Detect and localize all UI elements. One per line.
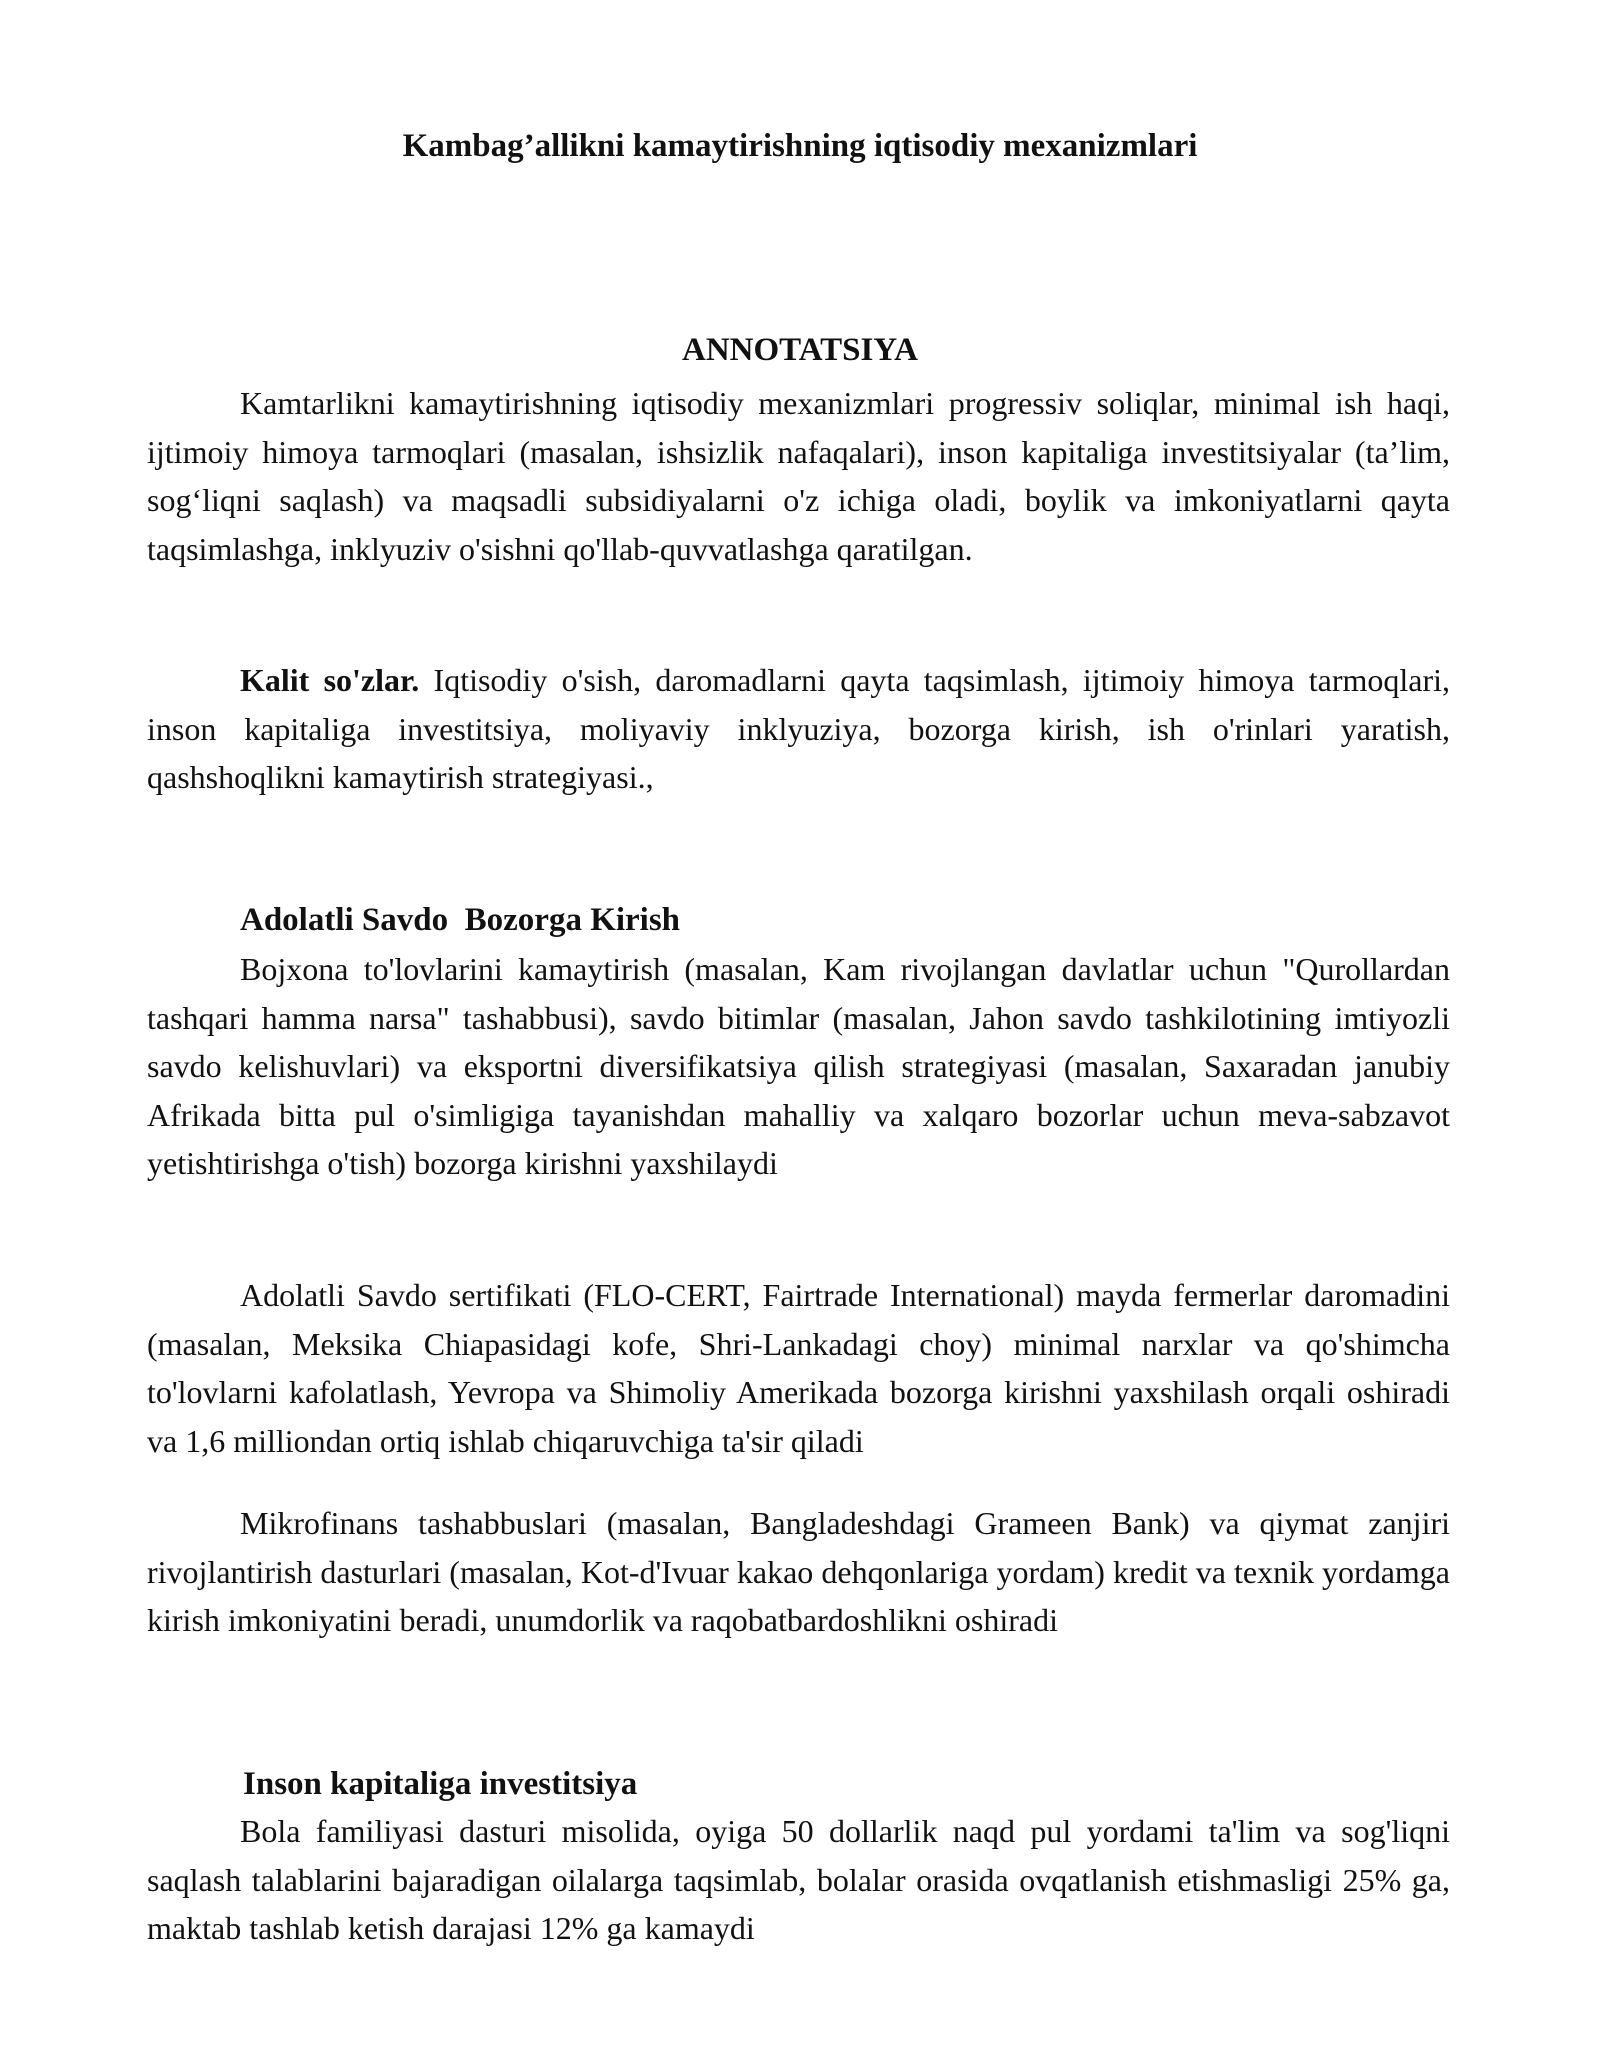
- keywords-block: [147, 656, 1450, 802]
- keywords-paragraph: [147, 656, 1450, 802]
- keywords-label: Kalit so'zlar.: [240, 662, 420, 698]
- section-human-capital-paragraph-1: Bola familiyasi dasturi misolida, oyiga 50 dollarlik naqd pul yordami ta'lim va sog'liqni saqlash talablarini bajaradigan oilalarga taqsimlab, bolalar orasida ovqatlanish etishmasligi 25% ga, maktab tashlab ketish darajasi 12% ga kamaydi: [147, 1813, 1450, 1946]
- section-heading-human-capital: Inson kapitaliga investitsiya: [243, 1766, 638, 1802]
- section-heading-fair-trade: Adolatli Savdo Bozorga Kirish: [240, 902, 681, 938]
- section-fair-trade-paragraph-3: Mikrofinans tashabbuslari (masalan, Bangladeshdagi Grameen Bank) va qiymat zanjiri rivojlantirish dasturlari (masalan, Kot-d'Ivuar kakao dehqonlariga yordam) kredit va texnik yordamga kirish imkoniyatini beradi, unumdorlik va raqobatbardoshlikni oshiradi: [147, 1505, 1450, 1638]
- section-human-capital-p1-block: [147, 1807, 1450, 1953]
- annotation-paragraph: Kamtarlikni kamaytirishning iqtisodiy mexanizmlari progressiv soliqlar, minimal ish haqi, ijtimoiy himoya tarmoqlari (masalan, ishsizlik nafaqalari), inson kapitaliga investitsiyalar (ta’lim, sog‘liqni saqlash) va maqsadli subsidiyalarni o'z ichiga oladi, boylik va imkoniyatlarni qayta taqsimlashga, inklyuziv o'sishni qo'llab-quvvatlashga qaratilgan.: [147, 385, 1450, 567]
- section-fair-trade-p2-block: [147, 1271, 1450, 1465]
- annotation-heading: ANNOTATSIYA: [682, 332, 918, 368]
- section-fair-trade-paragraph-2: Adolatli Savdo sertifikati (FLO-CERT, Fairtrade International) mayda fermerlar daromadini (masalan, Meksika Chiapasidagi kofe, Shri-Lankadagi choy) minimal narxlar va qo'shimcha to'lovlarni kafolatlash, Yevropa va Shimoliy Amerikada bozorga kirishni yaxshilash orqali oshiradi va 1,6 milliondan ortiq ishlab chiqaruvchiga ta'sir qiladi: [147, 1277, 1450, 1459]
- keywords-text: Iqtisodiy o'sish, daromadlarni qayta taqsimlash, ijtimoiy himoya tarmoqlari, inson kapitaliga investitsiya, moliyaviy inklyuziya, bozorga kirish, ish o'rinlari yaratish, qashshoqlikni kamaytirish strategiyasi.,: [147, 662, 1450, 795]
- annotation-block: [147, 379, 1450, 573]
- section-fair-trade-paragraph-1: Bojxona to'lovlarini kamaytirish (masalan, Kam rivojlangan davlatlar uchun "Qurollardan tashqari hamma narsa" tashabbusi), savdo bitimlar (masalan, Jahon savdo tashkilotining imtiyozli savdo kelishuvlari) va eksportni diversifikatsiya qilish strategiyasi (masalan, Saxaradan janubiy Afrikada bitta pul o'simligiga tayanishdan mahalliy va xalqaro bozorlar uchun meva-sabzavot yetishtirishga o'tish) bozorga kirishni yaxshilaydi: [147, 951, 1450, 1181]
- section-fair-trade-p3-block: [147, 1499, 1450, 1645]
- document-title: Kambag’allikni kamaytirishning iqtisodiy mexanizmlari: [402, 128, 1198, 164]
- section-fair-trade-p1-block: [147, 945, 1450, 1188]
